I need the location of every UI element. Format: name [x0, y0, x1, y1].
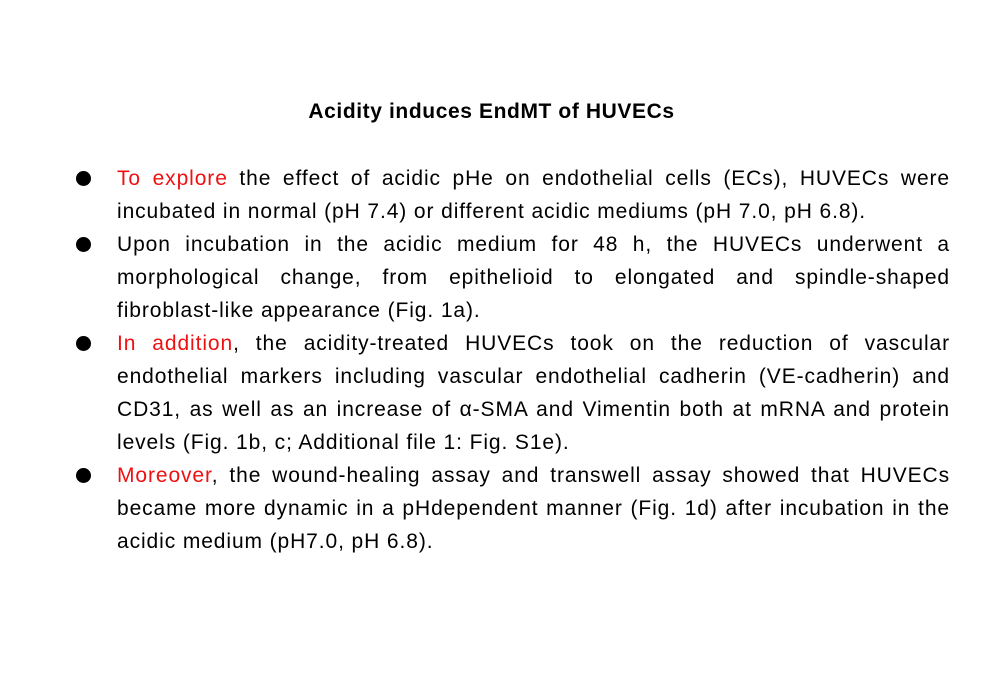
bullet-lead: To explore [117, 167, 228, 190]
bullet-list [72, 162, 950, 558]
slide-title: Acidity induces EndMT of HUVECs [308, 100, 675, 123]
bullet-lead: Moreover [117, 464, 212, 487]
bullet-dot-icon [76, 171, 91, 186]
bullet-lead: In addition [117, 332, 234, 355]
bullet-item-migration [72, 459, 950, 558]
bullet-dot-icon [76, 237, 91, 252]
bullet-item-markers [72, 327, 950, 459]
bullet-text: , the acidity-treated HUVECs took on the reduction of vascular endothelial markers including vascular endothelial cadherin (VE-cadherin) and CD31, as well as an increase of α-SMA and Vimentin both at mRNA and protein levels (Fig. 1b, c; Additional file 1: Fig. S1e). [117, 332, 950, 454]
bullet-dot-icon [76, 468, 91, 483]
bullet-text: the effect of acidic pHe on endothelial cells (ECs), HUVECs were incubated in normal (pH 7.4) or different acidic mediums (pH 7.0, pH 6.8). [117, 167, 951, 223]
bullet-dot-icon [76, 336, 91, 351]
bullet-text: , the wound-healing assay and transwell assay showed that HUVECs became more dynamic in a pHdependent manner (Fig. 1d) after incubation in the acidic medium (pH7.0, pH 6.8). [117, 464, 950, 553]
bullet-item-explore [72, 162, 950, 228]
bullet-text: Upon incubation in the acidic medium for 48 h, the HUVECs underwent a morphological change, from epithelioid to elongated and spindle-shaped fibroblast-like appearance (Fig. 1a). [117, 233, 950, 322]
bullet-item-incubation [72, 228, 950, 327]
